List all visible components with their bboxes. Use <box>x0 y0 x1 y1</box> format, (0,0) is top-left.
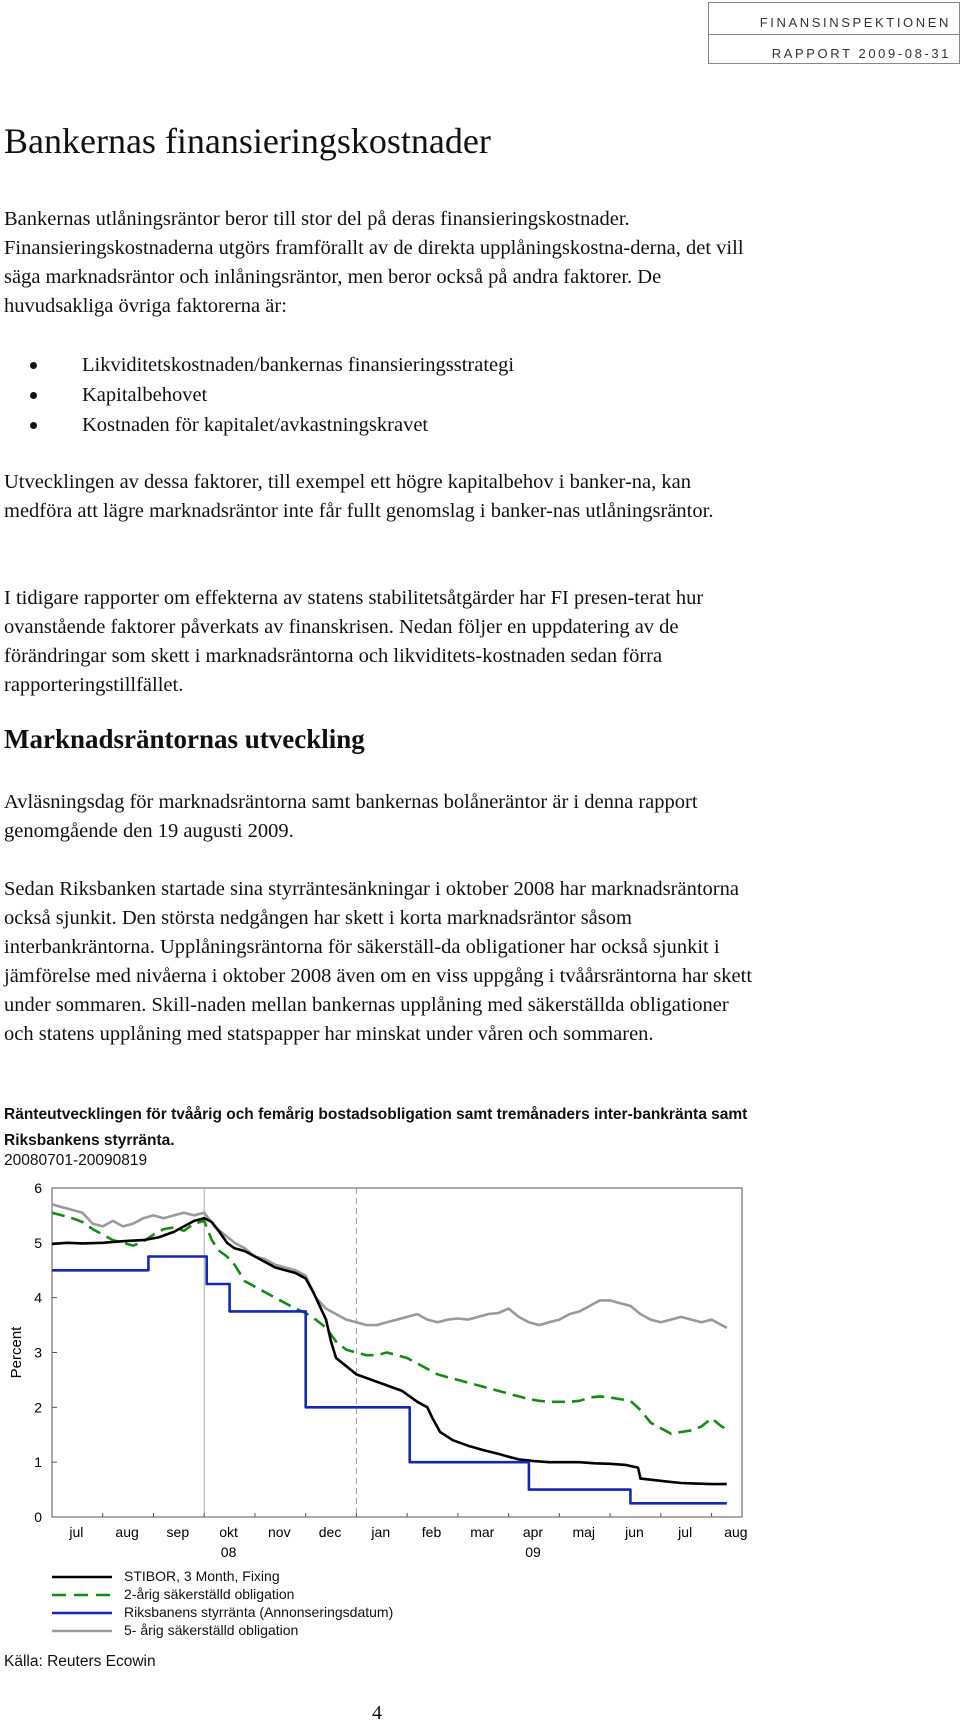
y-axis-label: Percent <box>8 1326 25 1379</box>
year-label: 09 <box>525 1544 541 1560</box>
x-tick-label: aug <box>115 1524 139 1540</box>
y-tick-label: 3 <box>34 1344 42 1361</box>
x-tick-label: jul <box>678 1524 693 1540</box>
x-tick-label: okt <box>219 1524 238 1540</box>
section-title: Marknadsräntornas utveckling <box>4 724 365 754</box>
x-tick-label: feb <box>421 1524 442 1540</box>
series-stibor-line <box>52 1218 727 1484</box>
paragraph-previous-reports: I tidigare rapporter om effekterna av statens stabilitetsåtgärder har FI presen-terat hur ovanstående faktorer påverkats av finanskrisen. Nedan följer en uppdatering av de förändringar som skett i marknadsräntorna och likviditets-kostnaden sedan förra rapporteringstillfället. <box>4 587 704 696</box>
x-tick-label: sep <box>166 1524 190 1540</box>
legend-label: 2-årig säkerställd obligation <box>124 1586 295 1602</box>
header-divider <box>709 34 959 35</box>
legend-swatch-2y-bond <box>52 1593 112 1597</box>
x-tick-label: jul <box>69 1524 84 1540</box>
list-item: Kapitalbehovet <box>4 380 514 410</box>
legend-label: Riksbanens styrränta (Annonseringsdatum) <box>124 1604 394 1620</box>
year-label: 08 <box>220 1544 237 1560</box>
x-tick-label: nov <box>268 1524 291 1540</box>
y-tick-label: 0 <box>34 1509 42 1525</box>
series-5y-bond-line <box>52 1204 727 1327</box>
legend-swatch-5y-bond <box>52 1629 112 1633</box>
legend-swatch-stibor <box>52 1575 112 1579</box>
chart-title: Ränteutvecklingen för tvåårig och femårig bostadsobligation samt tremånaders inter-bankränta samt Riksbankens styrränta. <box>4 1106 748 1149</box>
list-item: Likviditetskostnaden/bankernas finansieringsstrategi <box>4 350 514 380</box>
page-title: Bankernas finansieringskostnader <box>4 121 491 161</box>
paragraph-market-rates: Sedan Riksbanken startade sina styrräntesänkningar i oktober 2008 har marknadsräntorna också sjunkit. Den största nedgången har skett i korta marknadsräntor såsom interbankräntorna. Upplåningsräntorna för säkerställ-da obligationer har också sjunkit i jämförelse med nivåerna i oktober 2008 även om en viss uppgång i tvåårsräntorna har skett under sommaren. Skill-naden mellan bankernas upplåning med säkerställda obligationer och statens upplåning med statspapper har minskat under våren och sommaren. <box>4 878 753 1045</box>
x-tick-label: aug <box>724 1524 748 1540</box>
org-name: FINANSINSPEKTIONEN <box>759 15 951 30</box>
legend-label: 5- årig säkerställd obligation <box>124 1622 299 1638</box>
x-tick-label: mar <box>470 1524 495 1540</box>
y-tick-label: 1 <box>34 1454 42 1471</box>
paragraph-factors: Utvecklingen av dessa faktorer, till exempel ett högre kapitalbehov i banker-na, kan medföra att lägre marknadsräntor inte får fullt genomslag i banker-nas utlåningsräntor. <box>4 471 714 522</box>
series-2y-bond-line <box>52 1213 727 1434</box>
chart-source: Källa: Reuters Ecowin <box>4 1653 156 1670</box>
legend-swatch-repo-rate <box>52 1611 112 1615</box>
page-number: 4 <box>372 1702 382 1724</box>
y-tick-label: 2 <box>34 1399 42 1416</box>
report-header-box <box>708 2 960 64</box>
y-tick-label: 5 <box>34 1234 42 1251</box>
intro-paragraph: Bankernas utlåningsräntor beror till stor del på deras finansieringskostnader. Finansieringskostnaderna utgörs framförallt av de direkta upplåningskostna-derna, det vill säga marknadsräntor och inlåningsräntor, men beror också på andra faktorer. De huvudsakliga övriga faktorerna är: <box>4 208 744 317</box>
chart-date-range: 20080701-20090819 <box>4 1152 148 1169</box>
x-tick-label: apr <box>522 1524 544 1540</box>
x-tick-label: jun <box>625 1524 644 1540</box>
list-item: Kostnaden för kapitalet/avkastningskravet <box>4 410 514 440</box>
legend-label: STIBOR, 3 Month, Fixing <box>124 1568 280 1584</box>
x-tick-label: dec <box>318 1524 342 1540</box>
y-tick-label: 4 <box>34 1289 42 1306</box>
factor-list <box>4 350 514 440</box>
paragraph-reading-date: Avläsningsdag för marknadsräntorna samt bankernas bolåneräntor är i denna rapport genomgående den 19 augusti 2009. <box>4 791 698 842</box>
y-tick-label: 6 <box>34 1180 42 1196</box>
report-date: RAPPORT 2009-08-31 <box>771 46 951 61</box>
x-tick-label: jan <box>371 1524 391 1540</box>
rate-chart <box>0 1170 960 1565</box>
x-tick-label: maj <box>572 1524 596 1540</box>
